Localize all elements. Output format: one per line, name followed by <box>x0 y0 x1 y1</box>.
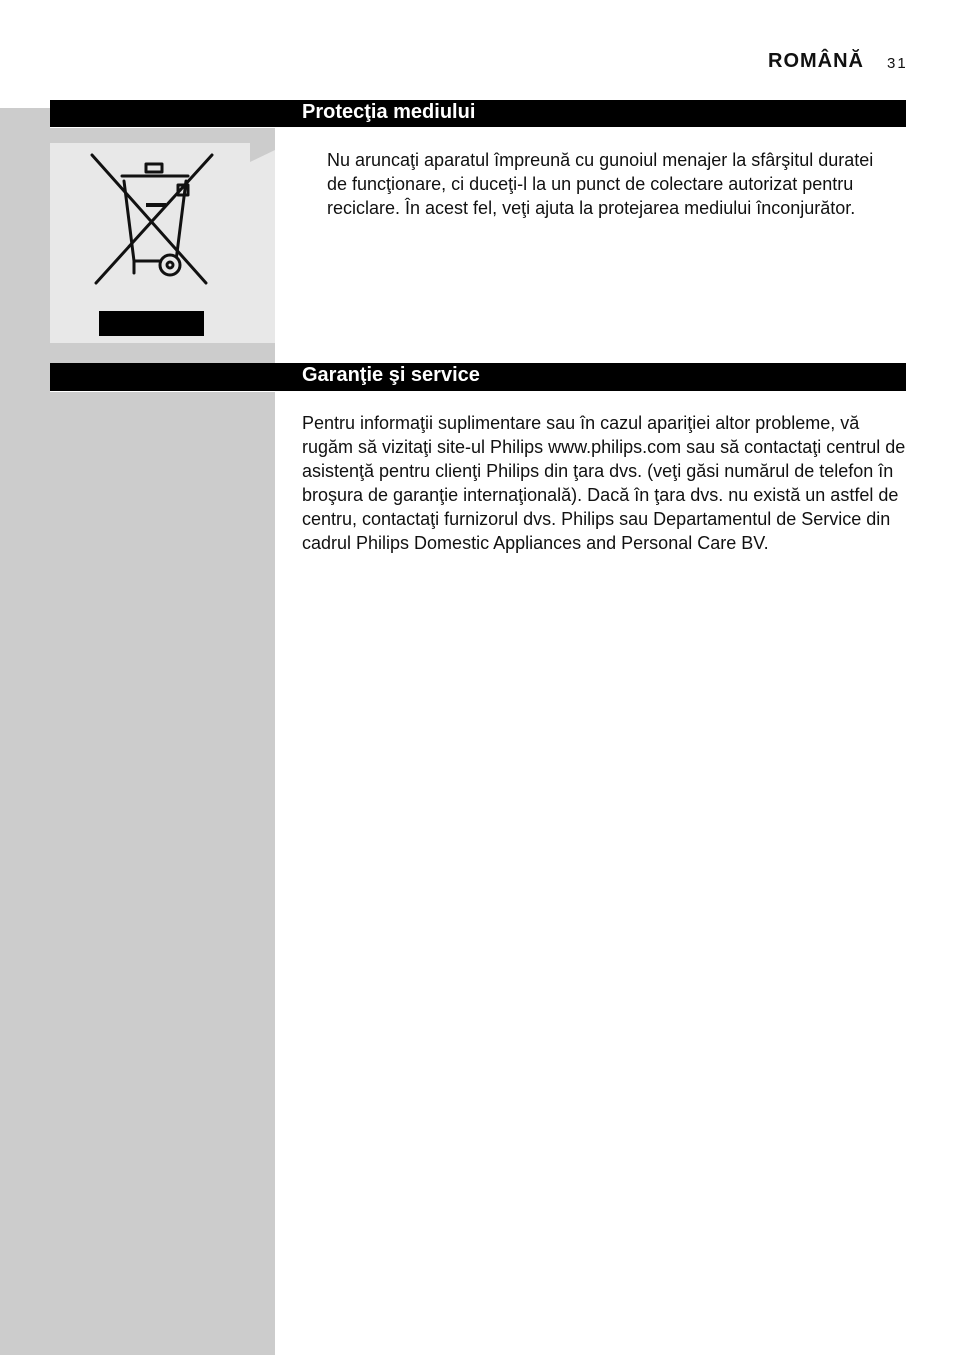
section-title-environment: Protecţia mediului <box>50 100 906 127</box>
section-body-warranty: Pentru informaţii suplimentare sau în cazul apariţiei altor probleme, vă rugăm să vizitaţi site-ul Philips www.philips.com sau să contactaţi centrul de asistenţă pentru clienţi Philips din ţara dvs. (veţi găsi numărul de telefon în broşura de garanţie internaţională). Dacă în ţara dvs. nu există un astfel de centru, contactaţi furnizorul dvs. Philips sau Departamentul de Service din cadrul Philips Domestic Appliances and Personal Care BV. <box>302 413 906 553</box>
divider <box>50 391 275 392</box>
figure-black-bar <box>99 311 204 336</box>
section-title-warranty: Garanţie şi service <box>50 363 906 391</box>
figure-pointer <box>250 150 275 343</box>
divider <box>50 127 275 128</box>
language-header: ROMÂNĂ <box>768 50 864 72</box>
section-body-environment: Nu aruncaţi aparatul împreună cu gunoiul menajer la sfârşitul duratei de funcţionare, ci duceţi-l la un punct de colectare autorizat pentru reciclare. În acest fel, veţi ajuta la protejarea mediului înconjurător. <box>327 150 874 218</box>
recycling-figure <box>50 143 250 343</box>
page-number: 31 <box>887 55 908 72</box>
